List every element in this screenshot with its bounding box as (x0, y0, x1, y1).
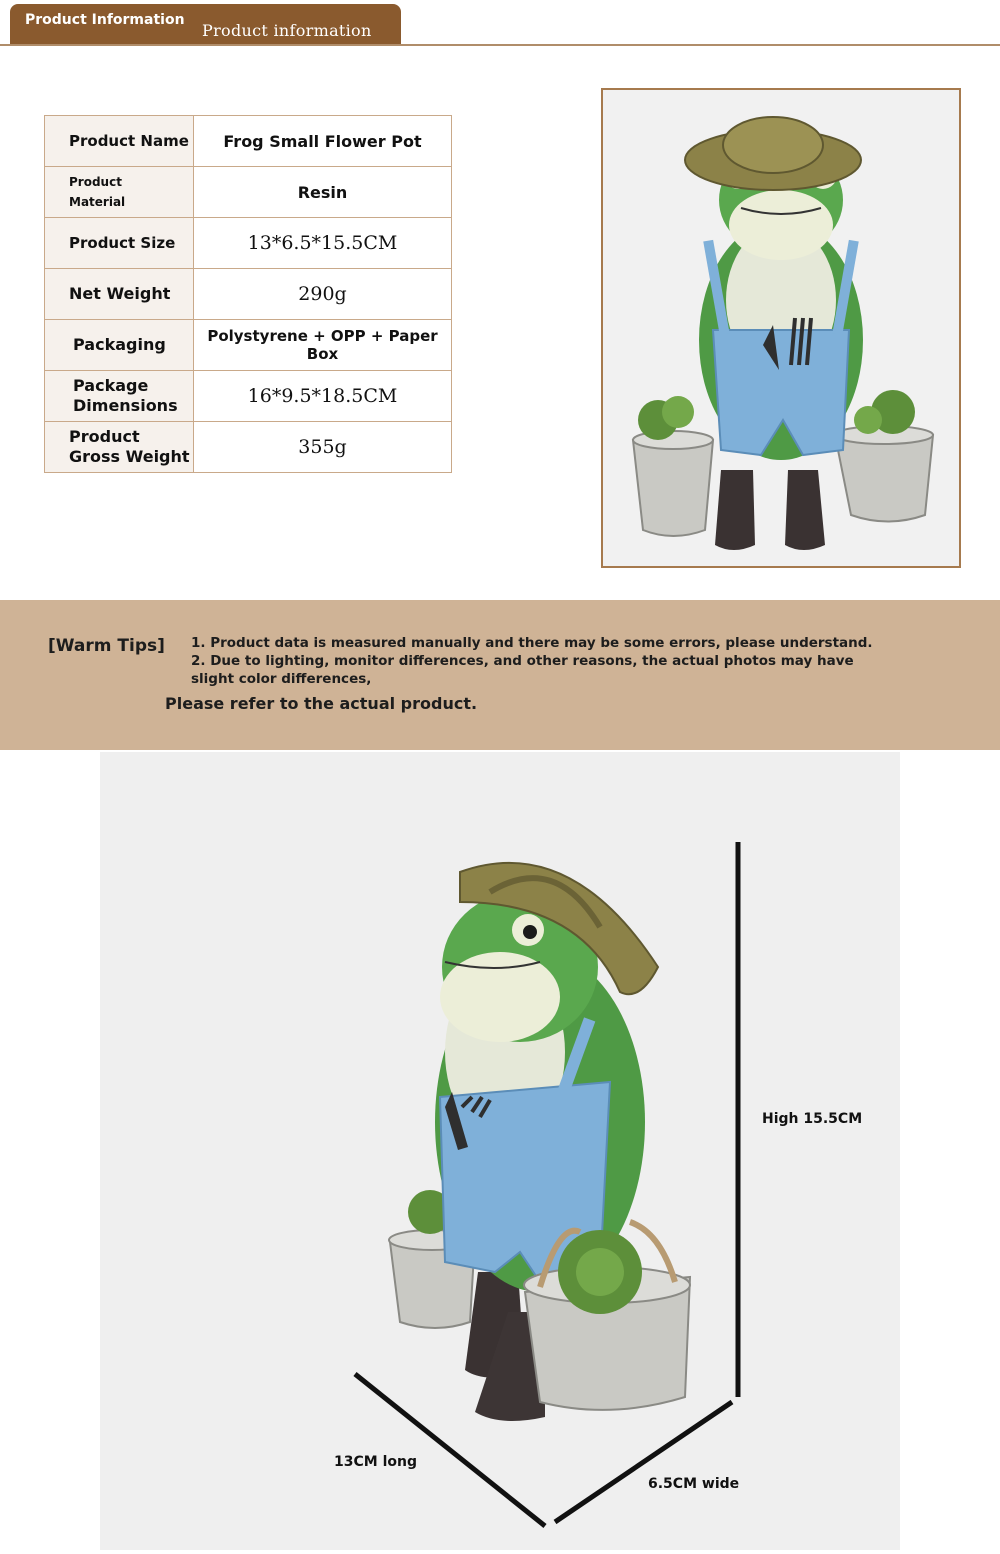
dimension-panel (100, 752, 900, 1550)
spec-label: Package Dimensions (45, 371, 194, 422)
spec-value: Resin (194, 167, 452, 218)
warm-tips-text: 1. Product data is measured manually and there may be some errors, please understand. 2. Due to lighting, monitor differences, and other reasons, the actual photos may have slight color differences, (191, 635, 873, 687)
warm-tips-refer: Please refer to the actual product. (165, 694, 478, 713)
spec-value: Frog Small Flower Pot (194, 116, 452, 167)
spec-value: Polystyrene + OPP + Paper Box (194, 320, 452, 371)
table-row (45, 320, 452, 371)
width-label: 6.5CM wide (648, 1476, 740, 1492)
dimension-illustration (100, 752, 900, 1550)
length-label: 13CM long (334, 1454, 417, 1470)
product-photo (601, 88, 961, 568)
width-line (555, 1402, 732, 1522)
table-row (45, 371, 452, 422)
spec-value: 355g (194, 422, 452, 473)
table-row (45, 269, 452, 320)
table-row (45, 116, 452, 167)
spec-label: Product Size (45, 218, 194, 269)
height-label: High 15.5CM (762, 1111, 863, 1127)
table-row (45, 167, 452, 218)
spec-label: Product Material (45, 167, 194, 218)
spec-table (44, 115, 452, 473)
table-row (45, 422, 452, 473)
warm-tips-label: [Warm Tips] (48, 636, 165, 656)
header-subtitle: Product information (202, 21, 372, 40)
header-divider (0, 44, 1000, 46)
spec-label: Product Gross Weight (45, 422, 194, 473)
spec-label: Packaging (45, 320, 194, 371)
spec-value: 13*6.5*15.5CM (194, 218, 452, 269)
spec-label: Net Weight (45, 269, 194, 320)
spec-value: 290g (194, 269, 452, 320)
table-row (45, 218, 452, 269)
spec-value: 16*9.5*18.5CM (194, 371, 452, 422)
header-title: Product Information (25, 12, 185, 28)
spec-label: Product Name (45, 116, 194, 167)
frog-illustration (603, 90, 959, 566)
